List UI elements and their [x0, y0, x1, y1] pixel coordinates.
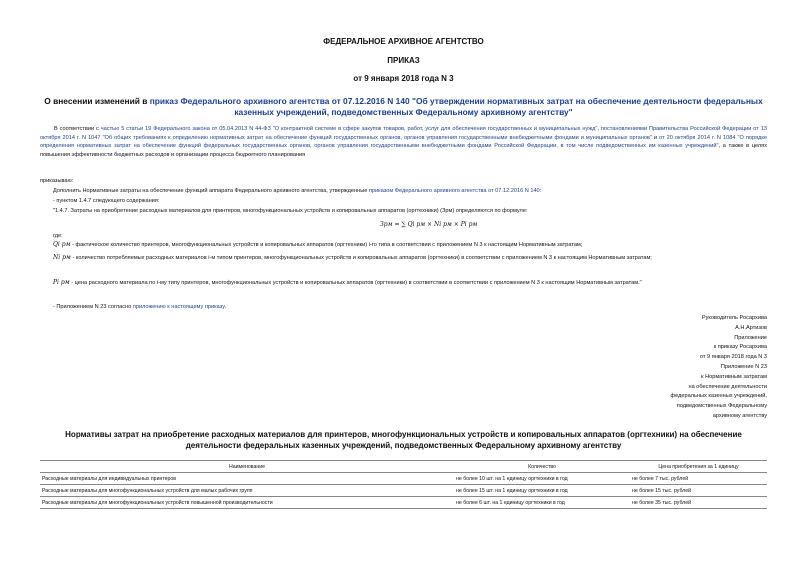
definition-1-text: - фактическое количество принтеров, многофункциональных устройств и копировальных аппаратов (оргтехники) i-го типа в соответствии с приложением N 3 к настоящим Нормативным затратам; — [70, 242, 583, 248]
cell-name: Расходные материалы для многофункциональных устройств для малых рабочих групп — [40, 485, 454, 497]
order-subject — [40, 96, 767, 118]
preamble-text-2: , — [597, 126, 601, 132]
appendix-line-3: от 9 января 2018 года N 3 — [699, 354, 767, 361]
cost-formula: Зрм = ∑ Qi рм × Ni рм × Pi рм — [380, 221, 478, 228]
cell-name: Расходные материалы для многофункциональных устройств повышенной производительности — [40, 497, 454, 509]
point-line: - пунктом 1.4.7 следующего содержания: — [53, 198, 160, 204]
cell-name: Расходные материалы для индивидуальных принтеров — [40, 473, 454, 485]
cell-quantity: не более 10 шт. на 1 единицу оргтехники в год — [454, 473, 630, 485]
definition-2 — [40, 254, 767, 263]
definition-2-text: - количество потребляемых расходных материалов i-м типом принтеров, многофункциональных устройств и копировальных аппаратов (оргтехники) в соответствии с приложением N 3 к настоящим Нормативным затратам; — [70, 255, 652, 261]
appendix-line-4: Приложение N 23 — [720, 363, 767, 370]
preamble-text-1: В соответствии с — [54, 126, 101, 132]
annex-text-2: . — [224, 304, 226, 310]
subject-link[interactable]: приказ Федерального архивного агентства от 07.12.2016 N 140 "Об утверждении нормативных затрат на обеспечение деятельности федеральных казенных учреждений, подведомственных Федеральному архивному агентству" — [149, 96, 763, 117]
amend-text-2: : — [539, 188, 542, 194]
amend-paragraph — [53, 187, 541, 196]
appendix-line-7: федеральных казенных учреждений, — [670, 393, 767, 400]
preamble-text-4: , а также в целях повышения эффективности бюджетных расходов и организации процесса бюджетного планирования — [40, 143, 767, 158]
header-quantity: Количество — [454, 461, 630, 473]
preamble — [40, 125, 767, 159]
appendix-line-6: на обеспечение деятельности — [688, 383, 767, 390]
cell-quantity: не более 6 шт. на 1 единицу оргтехники в год — [454, 497, 630, 509]
annex-text-1: - Приложением N 23 согласно — [53, 304, 133, 310]
cell-price: не более 35 тыс. рублей — [630, 497, 767, 509]
law-44fz-link[interactable]: частью 5 статьи 19 Федерального закона от 05.04.2013 N 44-ФЗ "О контрактной системе в сфере закупок товаров, работ, услуг для обеспечения государственных и муниципальных нужд" — [100, 126, 598, 132]
where-label: где: — [53, 233, 63, 239]
header-name: Наименование — [40, 461, 454, 473]
cell-price: не более 15 тыс. рублей — [630, 485, 767, 497]
appendix-line-5: к Нормативным затратам — [701, 373, 767, 380]
appendix-line-1: Приложение — [734, 334, 767, 341]
doc-type: ПРИКАЗ — [387, 56, 420, 65]
resolution-1047-link[interactable]: постановлениями Правительства Российской Федерации от 13 октября 2014 г. N 1047 "Об общих требованиях к определению нормативных затрат на обеспечение функций государственных органов, органов управления государственными внебюджетными фондами и муниципальных органов" — [40, 126, 768, 141]
symbol-p: Pi рм — [53, 279, 70, 286]
definition-1 — [40, 241, 767, 250]
order-140-link[interactable]: приказом Федерального архивного агентства от 07.12.2016 N 140 — [368, 188, 540, 194]
order-word: приказываю: — [40, 178, 74, 184]
subject-prefix: О внесении изменений в — [44, 96, 150, 106]
resolution-1084-link[interactable]: от 20 октября 2014 г. N 1084 "О порядке определения нормативных затрат на обеспечение функций федеральных государственных органов, органов управления государственными внебюджетными фондами Российской Федерации, в том числе подведомственных им казенных учреждений" — [40, 134, 767, 150]
symbol-n: Ni рм — [53, 254, 71, 261]
annex-link[interactable]: приложению к настоящему приказу — [132, 304, 225, 310]
signature-name: А.Н.Артизов — [735, 324, 767, 331]
signature-block — [671, 314, 768, 422]
amend-text-1: Дополнить Нормативные затраты на обеспечение функций аппарата Федерального архивного агентства, утвержденные — [53, 188, 369, 194]
norms-table — [40, 460, 767, 509]
order-date-number: от 9 января 2018 года N 3 — [353, 74, 454, 83]
cell-price: не более 7 тыс. рублей — [630, 473, 767, 485]
table-row — [40, 473, 767, 485]
table-row — [40, 497, 767, 509]
header-price: Цена приобретения за 1 единицу — [630, 461, 767, 473]
appendix-line-2: к приказу Росархива — [713, 344, 767, 351]
definition-3 — [40, 279, 767, 288]
item-147: "1.4.7. Затраты на приобретение расходных материалов для принтеров, многофункциональных устройств и копировальных аппаратов (оргтехники) (Зрм) определяются по формуле: — [53, 208, 528, 214]
table-row — [40, 485, 767, 497]
cell-quantity: не более 15 шт. на 1 единицу оргтехники в год — [454, 485, 630, 497]
definition-3-text: - цена расходного материала по i-му типу принтеров, многофункциональных устройств и копировальных аппаратов (оргтехники) в соответствии в соответствии с приложением N 3 к настоящим Нормативным затратам." — [69, 280, 642, 286]
table-header-row — [40, 461, 767, 473]
preamble-text-3: и — [651, 134, 660, 141]
signature-role: Руководитель Росархива — [701, 315, 767, 321]
agency-name: ФЕДЕРАЛЬНОЕ АРХИВНОЕ АГЕНТСТВО — [323, 37, 484, 46]
table-title: Нормативы затрат на приобретение расходных материалов для принтеров, многофункциональных устройств и копировальных аппаратов (оргтехники) на обеспечение деятельности федеральных казенных учреждений, подведомственных Федеральному архивному агентству — [65, 430, 742, 450]
annex-line — [53, 303, 226, 312]
appendix-line-9: архивному агентству — [712, 412, 767, 419]
symbol-q: Qi рм — [53, 241, 71, 248]
appendix-line-8: подведомственных Федеральному — [676, 403, 767, 410]
